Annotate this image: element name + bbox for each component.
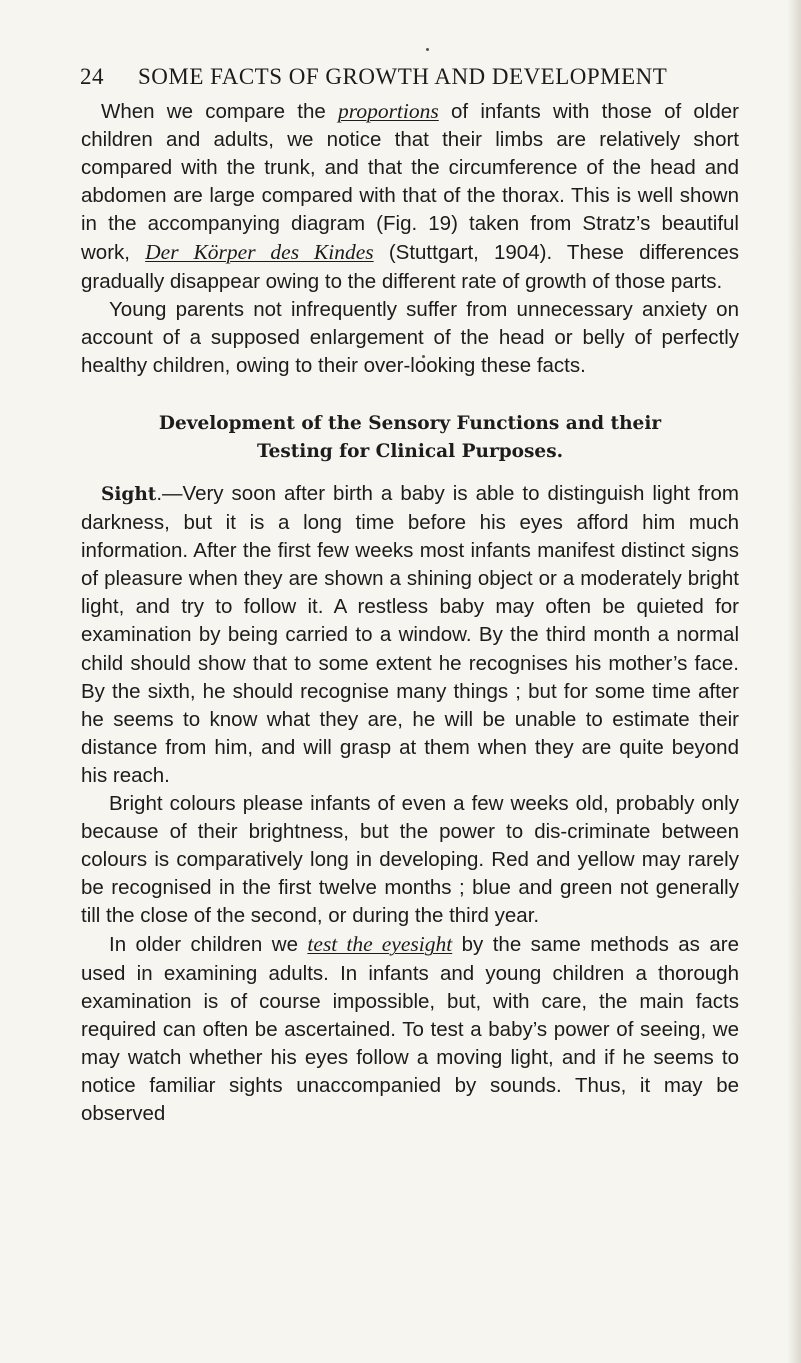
paragraph-sight: Sight.—Very soon after birth a baby is able to distinguish light from darkness, but it is a long time before his eyes afford him much information. After the first few weeks most infants manifest distinct signs of pleasure when they are shown a shining object or a moderately bright light, and try to follow it. A restless baby may often be quieted for examination by being carried to a window. By the third month a normal child should show that to some extent he recognises his mother’s face. By the sixth, he should recognise many things ; but for some time after he seems to know what they are, he will be unable to estimate their distance from him, and will grasp at them when they are quite beyond his reach. bbox=[81, 481, 739, 787]
section-heading bbox=[81, 410, 739, 466]
running-header bbox=[80, 64, 740, 90]
emphasis-test-eyesight: test the eyesight bbox=[307, 932, 453, 957]
emphasis-book-title: Der Körper des Kindes bbox=[145, 240, 374, 265]
page-edge-shadow bbox=[787, 0, 801, 1363]
side-heading-sight: Sight bbox=[101, 483, 157, 505]
paragraph-proportions: When we compare the proportions of infants with those of older children and adults, we notice that their limbs are relatively short compared with the trunk, and that the circumference of the head and abdomen are large compared with that of the thorax. This is well shown in the accompanying diagram (Fig. 19) taken from Stratz’s beautiful work, Der Körper des Kindes (Stuttgart, 1904). These differences gradually disappear owing to the different rate of growth of those parts. bbox=[81, 99, 739, 293]
section-heading-line-1: Development of the Sensory Functions and their bbox=[158, 412, 662, 434]
paragraph-bright-colours: Bright colours please infants of even a few weeks old, probably only because of their brightness, but the power to dis-criminate between colours is comparatively long in developing. Red and yellow may rarely be recognised in the first twelve months ; blue and green not generally till the close of the second, or during the third year. bbox=[81, 791, 739, 928]
paragraph-young-parents: Young parents not infrequently suffer from unnecessary anxiety on account of a supposed enlargement of the head or belly of perfectly healthy children, owing to their over-looking these facts. bbox=[81, 297, 739, 377]
section-heading-line-2: Testing for Clinical Purposes. bbox=[256, 440, 564, 462]
paragraph-test-eyesight: In older children we test the eyesight by the same methods as are used in examining adults. In infants and young children a thorough examination is of course impossible, but, with care, the main facts required can often be ascertained. To test a baby’s power of seeing, we may watch whether his eyes follow a moving light, and if he seems to notice familiar sights unaccompanied by sounds. Thus, it may be observed bbox=[81, 932, 739, 1125]
body-text bbox=[81, 97, 739, 1128]
speck-mark bbox=[426, 48, 429, 51]
emphasis-proportions: proportions bbox=[338, 99, 439, 123]
running-title: SOME FACTS OF GROWTH AND DEVELOPMENT bbox=[138, 64, 668, 89]
page-number: 24 bbox=[80, 64, 104, 89]
